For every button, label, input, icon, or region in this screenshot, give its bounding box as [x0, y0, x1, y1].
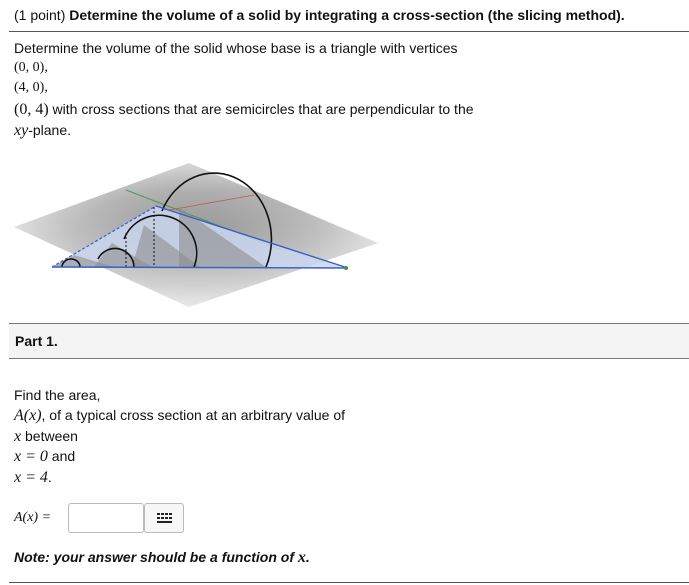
solid-illustration: [14, 155, 378, 308]
question-area-line: [14, 407, 345, 425]
points-label: (1 point): [14, 7, 66, 23]
vertex-2: (4, 0),: [14, 80, 48, 95]
part-1-header: [9, 323, 689, 359]
variable-x: x: [14, 428, 22, 445]
between-word: between: [25, 428, 78, 444]
solid-illustration-svg: [14, 155, 378, 308]
and-word: and: [51, 448, 76, 464]
plane-line: [14, 122, 71, 140]
answer-label: [14, 510, 51, 526]
math-keyboard-button[interactable]: [144, 503, 184, 533]
equation-x-0: x = 0: [14, 448, 48, 465]
header-divider: [9, 31, 689, 32]
question-lead: Find the area,: [14, 387, 101, 403]
footer-divider: [9, 582, 689, 583]
cross-section-line: [14, 101, 474, 119]
area-function: A(x): [14, 407, 42, 424]
keyboard-icon: [145, 504, 183, 532]
problem-header: [14, 7, 625, 23]
problem-intro: Determine the volume of the solid whose base is a triangle with vertices: [14, 40, 458, 56]
question-eq2-line: [14, 469, 52, 487]
note-period: .: [305, 549, 310, 565]
problem-title: Determine the volume of a solid by integrating a cross-section (the slicing method).: [69, 7, 625, 23]
equation-x-4: x = 4: [14, 469, 48, 486]
vertex-1: (0, 0),: [14, 60, 48, 75]
note-variable: x: [297, 549, 306, 566]
part-label: Part 1.: [15, 333, 58, 349]
question-period: .: [47, 469, 52, 485]
plane-suffix: -plane.: [28, 122, 72, 138]
plane-variable: xy: [14, 122, 29, 139]
question-after-func: , of a typical cross section at an arbitrary value of: [41, 407, 346, 423]
cross-section-text: with cross sections that are semicircles that are perpendicular to the: [52, 101, 474, 117]
question-eq1-line: [14, 448, 75, 466]
answer-note: [14, 549, 310, 567]
answer-input[interactable]: [68, 503, 144, 533]
answer-function-label: A(x) =: [14, 510, 52, 525]
vertex-3: (0, 4): [14, 101, 49, 118]
question-between-line: [14, 428, 78, 446]
note-text: Note: your answer should be a function of: [14, 549, 295, 565]
